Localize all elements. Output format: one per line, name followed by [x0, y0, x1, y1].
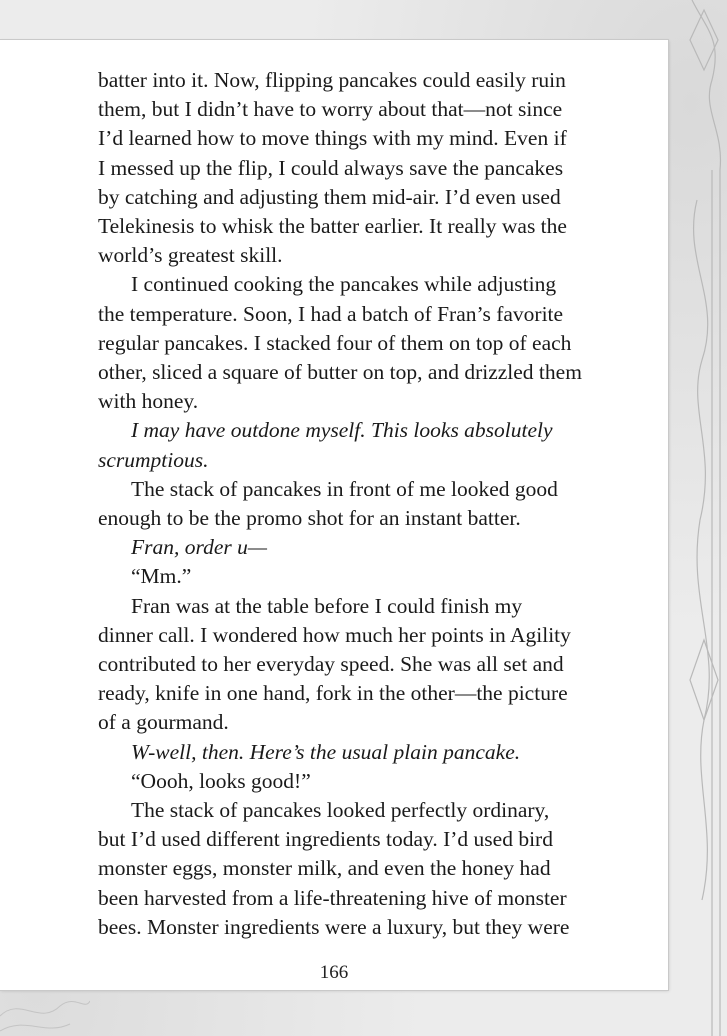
- text-line: Telekinesis to whisk the batter earlier. It really was the: [98, 214, 567, 239]
- text-line: I may have outdone myself. This looks absolutely: [131, 418, 553, 443]
- text-line: I’d learned how to move things with my mind. Even if: [98, 126, 567, 151]
- text-line: Fran was at the table before I could finish my: [131, 593, 523, 618]
- text-line: scrumptious.: [98, 447, 209, 472]
- text-line: with honey.: [98, 389, 199, 414]
- text-line: The stack of pancakes looked perfectly ordinary,: [131, 798, 550, 823]
- text-line: Fran, order u—: [131, 535, 267, 560]
- text-line: batter into it. Now, flipping pancakes could easily ruin: [98, 68, 566, 92]
- page-number: 166: [319, 962, 349, 983]
- text-line: contributed to her everyday speed. She was all set and: [98, 652, 564, 677]
- text-line: bees. Monster ingredients were a luxury, but they were: [98, 914, 570, 939]
- text-line: W-well, then. Here’s the usual plain pancake.: [131, 739, 521, 764]
- text-line: “Mm.”: [131, 564, 192, 589]
- text-line: been harvested from a life-threatening hive of monster: [98, 885, 567, 910]
- book-page: [0, 40, 668, 990]
- text-line: regular pancakes. I stacked four of them on top of each: [98, 330, 572, 355]
- text-line: of a gourmand.: [98, 710, 229, 735]
- text-line: “Oooh, looks good!”: [131, 768, 311, 793]
- text-line: The stack of pancakes in front of me looked good: [131, 476, 558, 501]
- text-line: but I’d used different ingredients today. I’d used bird: [98, 827, 553, 852]
- text-line: I messed up the flip, I could always save the pancakes: [98, 155, 564, 180]
- text-line: them, but I didn’t have to worry about that—not since: [98, 97, 563, 122]
- text-line: by catching and adjusting them mid-air. I’d even used: [98, 184, 561, 209]
- text-line: monster eggs, monster milk, and even the honey had: [98, 856, 551, 881]
- text-line: dinner call. I wondered how much her points in Agility: [98, 622, 571, 647]
- text-line: the temperature. Soon, I had a batch of Fran’s favorite: [98, 301, 564, 326]
- text-line: enough to be the promo shot for an instant batter.: [98, 506, 521, 531]
- text-line: ready, knife in one hand, fork in the other—the picture: [98, 681, 568, 706]
- text-line: world’s greatest skill.: [98, 243, 283, 268]
- text-line: other, sliced a square of butter on top, and drizzled them: [98, 360, 582, 385]
- text-line: I continued cooking the pancakes while adjusting: [131, 272, 557, 297]
- page-body-text: [98, 66, 646, 942]
